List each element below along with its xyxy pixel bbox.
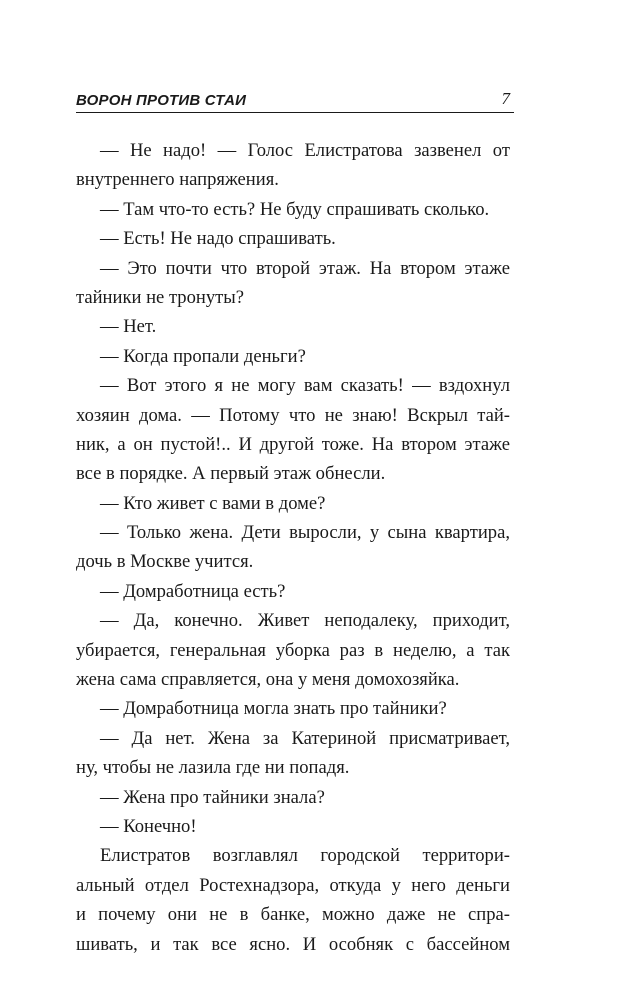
text-line: шивать, и так все ясно. И особняк с бассейном — [76, 933, 510, 955]
text-line: — Есть! Не надо спрашивать. — [100, 228, 336, 250]
text-line: жена сама справляется, она у меня домохозяйка. — [76, 669, 460, 691]
page-number: 7 — [501, 89, 510, 108]
text-line: — Домработница есть? — [100, 580, 286, 602]
text-line: — Вот этого я не могу вам сказать! — вздохнул — [100, 375, 510, 397]
body-text — [76, 136, 510, 959]
text-line: — Это почти что второй этаж. На втором этаже — [100, 257, 510, 279]
text-line: и почему они не в банке, можно даже не спра- — [76, 904, 510, 926]
running-header — [76, 86, 514, 113]
text-line: дочь в Москве учится. — [76, 551, 254, 573]
text-line: ник, а он пустой!.. И другой тоже. На втором этаже — [76, 433, 510, 455]
text-line: — Да нет. Жена за Катериной присматривает, — [100, 727, 510, 749]
text-line: все в порядке. А первый этаж обнесли. — [76, 463, 386, 485]
text-line: — Домработница могла знать про тайники? — [100, 698, 447, 720]
running-title: ВОРОН ПРОТИВ СТАИ — [76, 92, 247, 109]
text-line: — Нет. — [100, 316, 157, 338]
text-line: — Только жена. Дети выросли, у сына квартира, — [100, 522, 510, 544]
text-line: внутреннего напряжения. — [76, 169, 279, 191]
text-line: — Конечно! — [100, 815, 197, 837]
text-line: убирается, генеральная уборка раз в неделю, а так — [76, 639, 510, 661]
text-line: — Там что-то есть? Не буду спрашивать сколько. — [100, 198, 490, 220]
text-line: ну, чтобы не лазила где ни попадя. — [76, 757, 350, 779]
text-line: хозяин дома. — Потому что не знаю! Вскрыл тай- — [76, 404, 510, 426]
text-line: — Кто живет с вами в доме? — [100, 492, 326, 514]
text-line: — Не надо! — Голос Елистратова зазвенел от — [100, 140, 510, 161]
text-line: тайники не тронуты? — [76, 286, 245, 308]
text-line: — Жена про тайники знала? — [100, 786, 325, 808]
text-line: — Когда пропали деньги? — [100, 345, 306, 367]
text-line: альный отдел Ростехнадзора, откуда у него деньги — [76, 874, 510, 896]
text-line: Елистратов возглавлял городской территори- — [100, 845, 510, 867]
text-line: — Да, конечно. Живет неподалеку, приходит, — [100, 610, 510, 632]
